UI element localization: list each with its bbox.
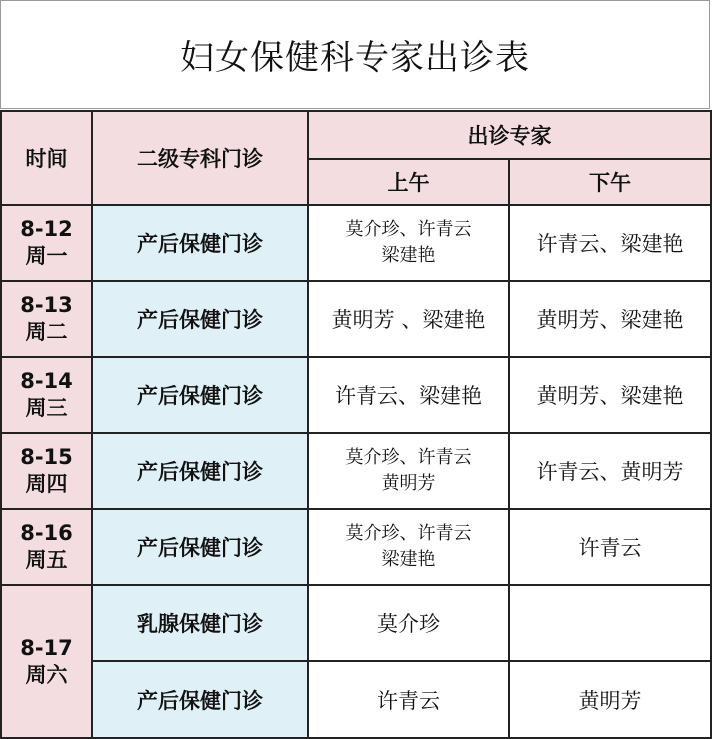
afternoon-cell: 黄明芳 (509, 661, 711, 738)
date-text: 8-14 (20, 369, 73, 393)
date-cell (1, 585, 92, 738)
date-text: 8-16 (20, 521, 73, 545)
date-cell (1, 357, 92, 433)
dept-cell: 产后保健门诊 (92, 661, 308, 738)
morning-cell: 莫介珍 (308, 585, 509, 661)
weekday-text: 周一 (25, 244, 68, 268)
table-row (1, 509, 711, 585)
dept-cell: 产后保健门诊 (92, 433, 308, 509)
afternoon-cell (509, 585, 711, 661)
page-title: 妇女保健科专家出诊表 (0, 0, 710, 109)
afternoon-cell: 许青云、梁建艳 (509, 205, 711, 281)
afternoon-cell: 黄明芳、梁建艳 (509, 357, 711, 433)
table-row (1, 281, 711, 357)
morning-cell: 许青云 (308, 661, 509, 738)
morning-line-2: 梁建艳 (381, 245, 436, 266)
date-text: 8-13 (20, 293, 73, 317)
date-text: 8-17 (20, 635, 73, 660)
date-cell (1, 205, 92, 281)
weekday-text: 周二 (25, 320, 68, 344)
date-text: 8-15 (20, 445, 73, 469)
dept-cell: 产后保健门诊 (92, 509, 308, 585)
dept-cell: 产后保健门诊 (92, 281, 308, 357)
header-dept: 二级专科门诊 (92, 111, 308, 205)
morning-line-2: 梁建艳 (381, 549, 436, 570)
table-row (1, 357, 711, 433)
dept-cell: 产后保健门诊 (92, 357, 308, 433)
header-afternoon: 下午 (509, 159, 711, 205)
weekday-text: 周三 (25, 396, 68, 420)
table-row (1, 433, 711, 509)
header-row-1 (1, 111, 711, 159)
date-text: 8-12 (20, 217, 73, 241)
morning-cell (308, 509, 509, 585)
morning-line-1: 莫介珍、许青云 (345, 447, 472, 468)
schedule-table (0, 110, 712, 739)
weekday-text: 周六 (25, 662, 68, 687)
table-row (1, 205, 711, 281)
date-cell (1, 433, 92, 509)
morning-line-2: 黄明芳 (381, 473, 436, 494)
header-time: 时间 (1, 111, 92, 205)
afternoon-cell: 黄明芳、梁建艳 (509, 281, 711, 357)
morning-cell: 许青云、梁建艳 (308, 357, 509, 433)
morning-line-1: 莫介珍、许青云 (345, 219, 472, 240)
weekday-text: 周四 (25, 472, 68, 496)
date-cell (1, 509, 92, 585)
header-experts: 出诊专家 (308, 111, 711, 159)
afternoon-cell: 许青云 (509, 509, 711, 585)
afternoon-cell: 许青云、黄明芳 (509, 433, 711, 509)
morning-cell: 黄明芳 、梁建艳 (308, 281, 509, 357)
morning-cell (308, 205, 509, 281)
table-row (1, 585, 711, 661)
morning-line-1: 莫介珍、许青云 (345, 523, 472, 544)
weekday-text: 周五 (25, 548, 68, 572)
dept-cell: 乳腺保健门诊 (92, 585, 308, 661)
table-row (1, 661, 711, 738)
morning-cell (308, 433, 509, 509)
dept-cell: 产后保健门诊 (92, 205, 308, 281)
header-morning: 上午 (308, 159, 509, 205)
date-cell (1, 281, 92, 357)
